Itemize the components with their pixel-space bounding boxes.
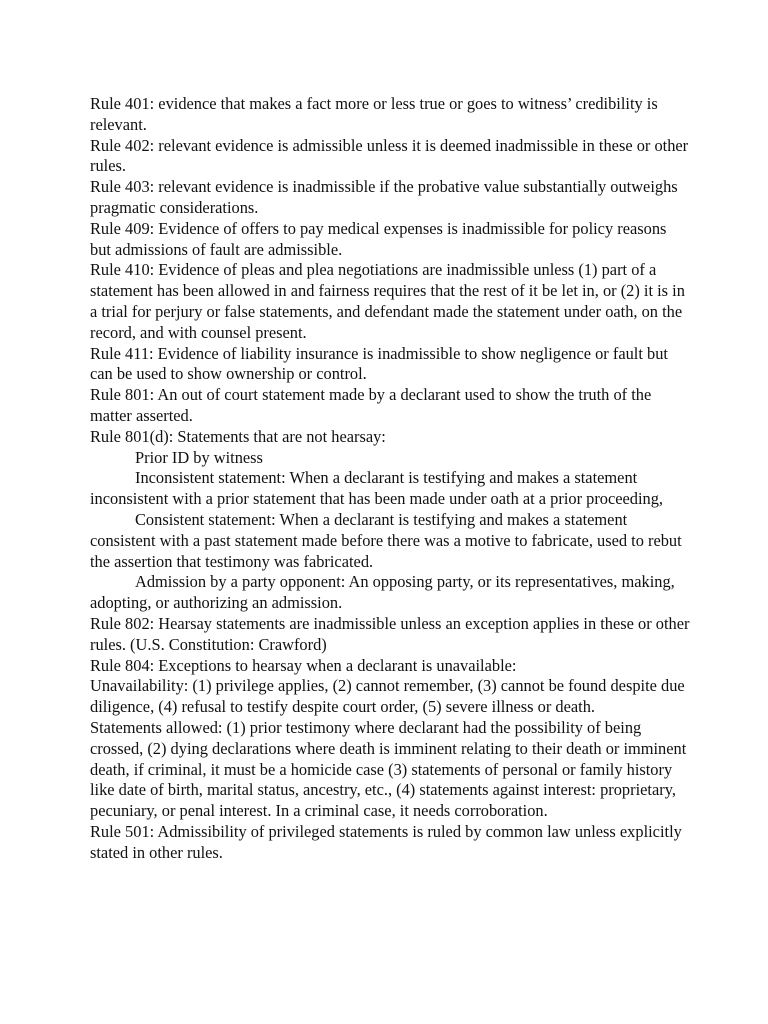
paragraph-statements-allowed: Statements allowed: (1) prior testimony where declarant had the possibility of being crossed, (2) dying declarations where death is imminent relating to their death or imminent death, if criminal, it must be a homicide case (3) statements of personal or family history like date of birth, marital status, ancestry, etc., (4) statements against interest: proprietary, pecuniary, or penal interest. In a criminal case, it needs corroboration. bbox=[90, 717, 687, 821]
paragraph-consistent-statement: Consistent statement: When a declarant is testifying and makes a statement consistent with a past statement made before there was a motive to fabricate, used to rebut the assertion that testimony was fabricated. bbox=[90, 509, 682, 571]
paragraph-rule-401: Rule 401: evidence that makes a fact more or less true or goes to witness’ credibility is relevant. bbox=[90, 94, 658, 134]
paragraph-rule-403: Rule 403: relevant evidence is inadmissible if the probative value substantially outweighs pragmatic considerations. bbox=[90, 177, 678, 217]
paragraph-rule-802: Rule 802: Hearsay statements are inadmissible unless an exception applies in these or other rules. (U.S. Constitution: Crawford) bbox=[90, 613, 690, 654]
paragraph-rule-402: Rule 402: relevant evidence is admissible unless it is deemed inadmissible in these or other rules. bbox=[90, 135, 689, 176]
paragraph-rule-409: Rule 409: Evidence of offers to pay medical expenses is inadmissible for policy reasons but admissions of fault are admissible. bbox=[90, 218, 667, 259]
paragraph-rule-411: Rule 411: Evidence of liability insurance is inadmissible to show negligence or fault but can be used to show ownership or control. bbox=[90, 343, 668, 384]
document-page bbox=[90, 94, 690, 863]
paragraph-rule-410: Rule 410: Evidence of pleas and plea negotiations are inadmissible unless (1) part of a statement has been allowed in and fairness requires that the rest of it be let in, or (2) it is in a trial for perjury or false statements, and defendant made the statement under oath, on the record, and with counsel present. bbox=[90, 260, 685, 342]
paragraph-inconsistent-statement: Inconsistent statement: When a declarant is testifying and makes a statement inconsistent with a prior statement that has been made under oath at a prior proceeding, bbox=[90, 468, 664, 509]
paragraph-rule-804: Rule 804: Exceptions to hearsay when a declarant is unavailable: bbox=[90, 655, 517, 675]
paragraph-rule-801: Rule 801: An out of court statement made by a declarant used to show the truth of the matter asserted. bbox=[90, 385, 652, 425]
paragraph-rule-501: Rule 501: Admissibility of privileged statements is ruled by common law unless explicitly stated in other rules. bbox=[90, 821, 682, 862]
paragraph-unavailability: Unavailability: (1) privilege applies, (2) cannot remember, (3) cannot be found despite due diligence, (4) refusal to testify despite court order, (5) severe illness or death. bbox=[90, 676, 685, 717]
paragraph-prior-id: Prior ID by witness bbox=[135, 447, 263, 467]
paragraph-admission-party-opponent: Admission by a party opponent: An opposing party, or its representatives, making, adopting, or authorizing an admission. bbox=[90, 572, 675, 613]
paragraph-rule-801d: Rule 801(d): Statements that are not hearsay: bbox=[90, 426, 386, 446]
